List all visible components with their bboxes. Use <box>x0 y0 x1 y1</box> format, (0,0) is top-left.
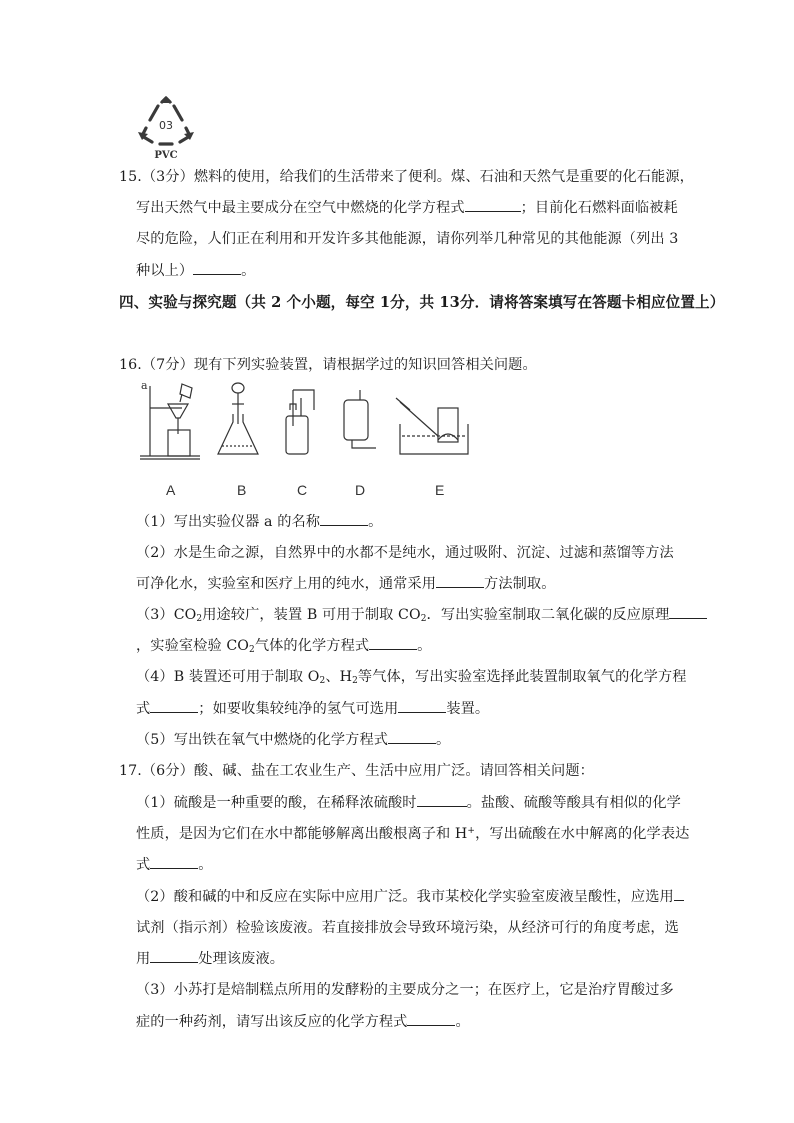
q17-part3-line1: （3）小苏打是焙制糕点所用的发酵粉的主要成分之一；在医疗上，它是治疗胃酸过多 <box>136 982 674 998</box>
answer-blank[interactable] <box>465 197 521 212</box>
q16-part2-line1: （2）水是生命之源，自然界中的水都不是纯水，通过吸附、沉淀、过滤和蒸馏等方法 <box>136 545 674 561</box>
recycle-triangle-icon <box>136 96 196 160</box>
q16-part3-d: ，实验室检验 CO <box>136 638 250 654</box>
answer-blank[interactable] <box>669 604 707 619</box>
q17-part2-line1 <box>136 886 684 906</box>
answer-blank[interactable] <box>417 792 467 807</box>
q16-part3-a: （3）CO <box>136 607 197 623</box>
apparatus-a <box>140 380 200 459</box>
q16-part3-c: ．写出实验室制取二氧化碳的反应原理 <box>426 607 670 623</box>
q17-part3-line2 <box>136 1011 470 1031</box>
lab-apparatus-figure <box>138 380 478 462</box>
apparatus-b <box>218 383 258 454</box>
answer-blank[interactable] <box>320 511 368 526</box>
q15-line2-b: ；目前化石燃料面临被耗 <box>520 200 678 216</box>
q16-part4-line1 <box>136 666 687 686</box>
apparatus-label: D <box>355 482 366 498</box>
q17-part3-a: 症的一种药剂，请写出该反应的化学方程式 <box>136 1014 408 1030</box>
answer-blank[interactable] <box>674 886 684 901</box>
subscript: 2 <box>196 614 203 624</box>
q17-part2-a: （2）酸和碱的中和反应在实际中应用广泛。我市某校化学实验室废液呈酸性，应选用 <box>136 889 674 905</box>
apparatus-e <box>396 398 468 454</box>
q15-line4-b: 。 <box>241 263 256 279</box>
answer-blank[interactable] <box>436 573 484 588</box>
recycle-code: 03 <box>159 119 173 132</box>
q17-part1-c: 性质，是因为它们在水中都能够解离出酸根离子和 H <box>136 826 468 842</box>
answer-blank[interactable] <box>398 698 446 713</box>
apparatus-d <box>344 390 376 448</box>
answer-blank[interactable] <box>150 948 198 963</box>
q16-part4-d: 式 <box>136 701 151 717</box>
q16-part1 <box>136 511 382 531</box>
apparatus-label: B <box>237 482 247 498</box>
q16-part2-b: 方法制取。 <box>484 576 556 592</box>
subscript: 2 <box>420 614 427 624</box>
q16-part4-f: 装置。 <box>446 701 490 717</box>
q16-part3-line1 <box>136 604 707 624</box>
apparatus-label: A <box>166 482 176 498</box>
q16-part3-f: 。 <box>417 638 432 654</box>
q17-part1-line3 <box>136 854 213 874</box>
q17-part1-a: （1）硫酸是一种重要的酸，在稀释浓硫酸时 <box>136 795 417 811</box>
q16-part2-line2 <box>136 573 556 593</box>
q17-part2-c: 处理该废液。 <box>198 951 285 967</box>
q17-part1-f: 。 <box>198 857 213 873</box>
q16-part4-line2 <box>136 698 489 718</box>
q16-part1-b: 。 <box>368 514 383 530</box>
apparatus-a-mark: a <box>141 380 148 392</box>
q16-part4-e: ；如要收集较纯净的氢气可选用 <box>198 701 399 717</box>
q16-part3-e: 气体的化学方程式 <box>254 638 370 654</box>
recycle-label: PVC <box>154 150 178 160</box>
answer-blank[interactable] <box>150 698 198 713</box>
q15-line4-a: 种以上） <box>136 263 194 279</box>
apparatus-label: E <box>435 482 445 498</box>
q15-line2 <box>136 197 678 217</box>
q16-part4-b: 、H <box>325 669 353 685</box>
q15-line1: 15.（3分）燃料的使用，给我们的生活带来了便利。煤、石油和天然气是重要的化石能源， <box>119 169 694 185</box>
q17-part1-line2 <box>136 823 689 843</box>
subscript: 2 <box>249 645 255 655</box>
q15-line3: 尽的危险，人们正在利用和开发许多其他能源，请你列举几种常见的其他能源（列出 3 <box>136 231 679 247</box>
answer-blank[interactable] <box>150 854 198 869</box>
q15-line4 <box>136 260 255 280</box>
q17-part1-line1 <box>136 792 681 812</box>
q16-part4-a: （4）B 装置还可用于制取 O <box>136 669 320 685</box>
q16-part4-c: 等气体，写出实验室选择此装置制取氧气的化学方程 <box>357 669 687 685</box>
subscript: 2 <box>319 676 326 686</box>
apparatus-c <box>286 390 314 454</box>
q16-part5-a: （5）写出铁在氧气中燃烧的化学方程式 <box>136 732 389 748</box>
q17-part1-b: 。盐酸、硫酸等酸具有相似的化学 <box>466 795 681 811</box>
q16-part1-a: （1）写出实验仪器 a 的名称 <box>136 514 321 530</box>
answer-blank[interactable] <box>388 729 436 744</box>
superscript: + <box>467 826 476 836</box>
q17-part2-b: 用 <box>136 951 151 967</box>
q16-part3-b: 用途较广，装置 B 可用于制取 CO <box>202 607 421 623</box>
q16-part5-b: 。 <box>436 732 451 748</box>
q17-part1-d: ，写出硫酸在水中解离的化学表达 <box>475 826 690 842</box>
q17-part2-line3 <box>136 948 284 968</box>
q16-part5 <box>136 729 450 749</box>
q17-part3-b: 。 <box>455 1014 470 1030</box>
q17-stem: 17.（6分）酸、碱、盐在工农业生产、生活中应用广泛。请回答相关问题： <box>119 763 594 779</box>
q16-part3-line2 <box>136 635 431 655</box>
q16-part2-a: 可净化水，实验室和医疗上用的纯水，通常采用 <box>136 576 437 592</box>
q16-stem: 16.（7分）现有下列实验装置，请根据学过的知识回答相关问题。 <box>119 357 537 373</box>
answer-blank[interactable] <box>407 1011 455 1026</box>
q17-part1-e: 式 <box>136 857 151 873</box>
q17-part2-line2: 试剂（指示剂）检验该废液。若直接排放会导致环境污染，从经济可行的角度考虑，选 <box>136 920 679 936</box>
answer-blank[interactable] <box>369 635 417 650</box>
apparatus-label: C <box>297 482 308 498</box>
answer-blank[interactable] <box>193 260 241 275</box>
subscript: 2 <box>352 676 358 686</box>
q15-line2-a: 写出天然气中最主要成分在空气中燃烧的化学方程式 <box>136 200 465 216</box>
section-heading: 四、实验与探究题（共 2 个小题，每空 1分，共 13分．请将答案填写在答题卡相应位置上） <box>119 294 725 311</box>
